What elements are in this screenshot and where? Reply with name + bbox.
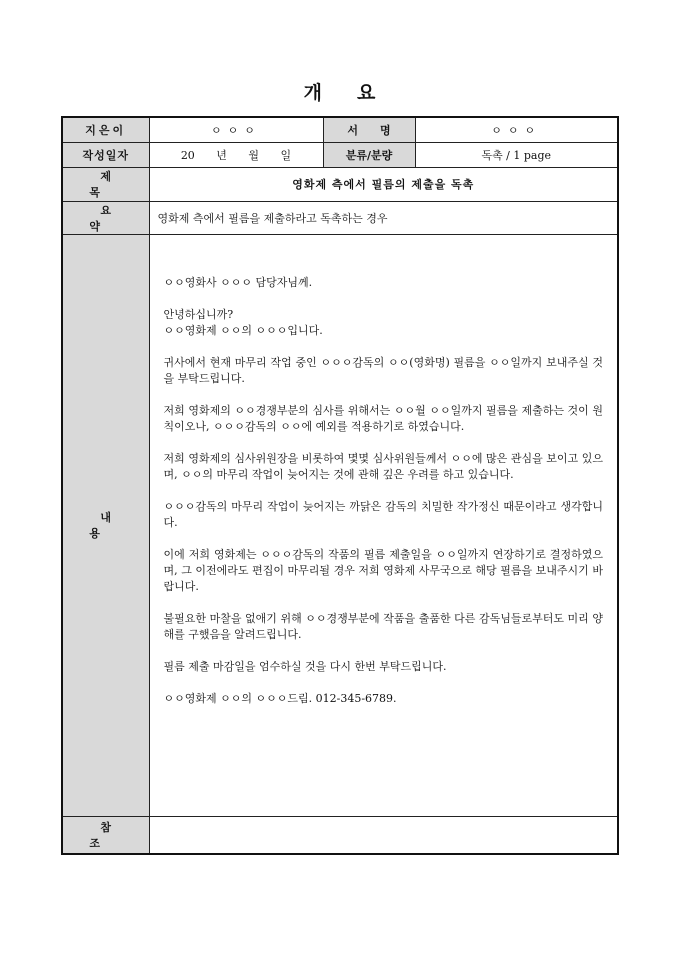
author-label: 지은이 <box>62 117 149 142</box>
letter-intro-1: 안녕하십니까? <box>163 307 234 321</box>
letter-paragraph-5: 이에 저희 영화제는 ㅇㅇㅇ감독의 작품의 필름 제출일을 ㅇㅇ일까지 연장하기로 결정하였으며, 그 이전에라도 편집이 마무리될 경우 저희 영화제 사무국으로 해당 필름을 보내주시기 바랍니다. <box>163 547 603 593</box>
date-row <box>62 142 618 167</box>
content-body <box>149 234 618 816</box>
reference-label: 참조 <box>62 816 149 854</box>
letter-greeting: ㅇㅇ영화사 ㅇㅇㅇ 담당자님께. <box>163 275 313 289</box>
letter-paragraph-3: 저희 영화제의 심사위원장을 비롯하여 몇몇 심사위원들께서 ㅇㅇ에 많은 관심을 보이고 있으며, ㅇㅇ의 마무리 작업이 늦어지는 것에 관해 깊은 우려를 하고 있습니다. <box>163 451 603 481</box>
letter-intro-2: ㅇㅇ영화제 ㅇㅇ의 ㅇㅇㅇ입니다. <box>163 323 323 337</box>
author-value: ㅇㅇㅇ <box>149 117 323 142</box>
subject-label: 제목 <box>62 167 149 201</box>
signature-label: 서명 <box>323 117 415 142</box>
reference-value <box>149 816 618 854</box>
letter-paragraph-6: 불필요한 마찰을 없애기 위해 ㅇㅇ경쟁부분에 작품을 출품한 다른 감독님들로부터도 미리 양해를 구했음을 알려드립니다. <box>163 611 603 641</box>
letter-closing: ㅇㅇ영화제 ㅇㅇ의 ㅇㅇㅇ드림. 012-345-6789. <box>163 691 397 705</box>
content-row <box>62 234 618 816</box>
letter-paragraph-7: 필름 제출 마감일을 엄수하실 것을 다시 한번 부탁드립니다. <box>163 659 447 673</box>
category-label: 분류/분량 <box>323 142 415 167</box>
overview-form <box>61 116 619 855</box>
author-row <box>62 117 618 142</box>
title-left: 개 <box>303 82 323 104</box>
subject-row <box>62 167 618 201</box>
letter-paragraph-2: 저희 영화제의 ㅇㅇ경쟁부분의 심사를 위해서는 ㅇㅇ월 ㅇㅇ일까지 필름을 제출하는 것이 원칙이오나, ㅇㅇㅇ감독의 ㅇㅇ에 예외를 적용하기로 하였습니다. <box>163 403 603 433</box>
page-title <box>0 78 680 105</box>
title-right: 요 <box>357 82 377 104</box>
category-value: 독촉 / 1 page <box>415 142 618 167</box>
summary-row <box>62 201 618 234</box>
content-label: 내용 <box>62 234 149 816</box>
summary-label: 요약 <box>62 201 149 234</box>
summary-value: 영화제 측에서 필름을 제출하라고 독촉하는 경우 <box>149 201 618 234</box>
letter-paragraph-4: ㅇㅇㅇ감독의 마무리 작업이 늦어지는 까닭은 감독의 치밀한 작가정신 때문이라고 생각합니다. <box>163 499 603 529</box>
date-label: 작성일자 <box>62 142 149 167</box>
subject-value: 영화제 측에서 필름의 제출을 독촉 <box>149 167 618 201</box>
date-value: 20 년 월 일 <box>149 142 323 167</box>
signature-value: ㅇㅇㅇ <box>415 117 618 142</box>
reference-row <box>62 816 618 854</box>
letter-paragraph-1: 귀사에서 현재 마무리 작업 중인 ㅇㅇㅇ감독의 ㅇㅇ(영화명) 필름을 ㅇㅇ일까지 보내주실 것을 부탁드립니다. <box>163 355 603 385</box>
